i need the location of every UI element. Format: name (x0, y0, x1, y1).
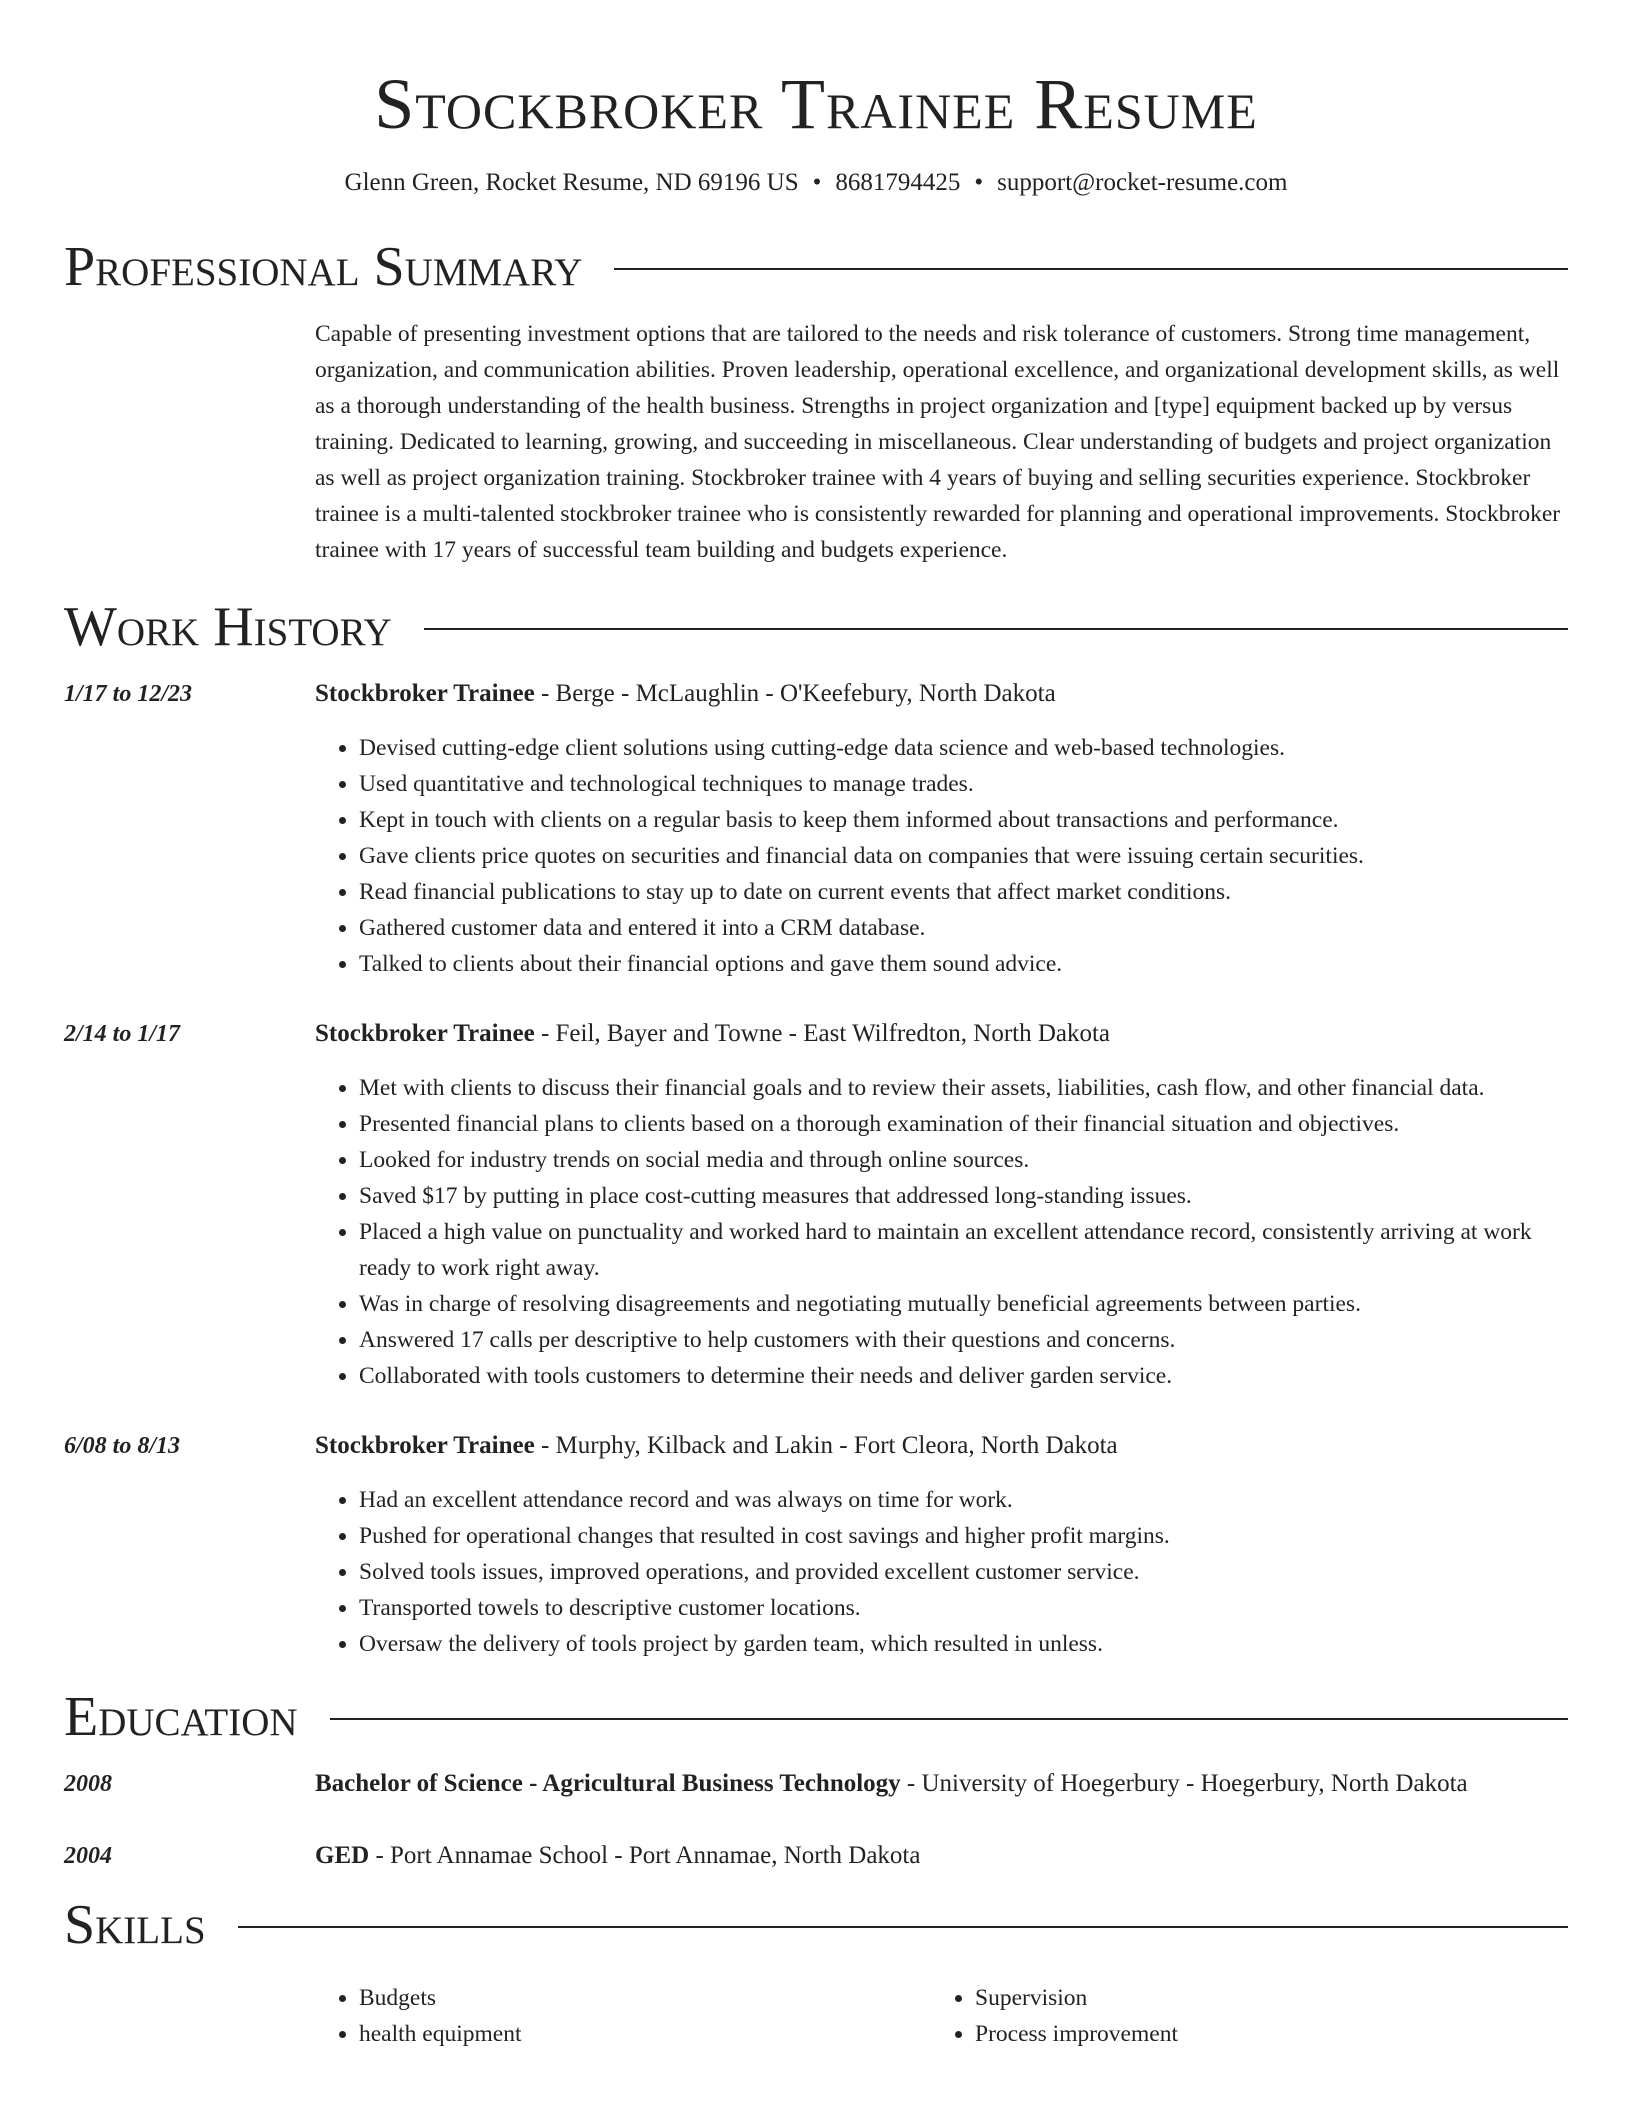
skills-list (931, 1980, 1547, 2052)
contact-address: Glenn Green, Rocket Resume, ND 69196 US (344, 169, 799, 196)
job-entry (64, 676, 1568, 982)
list-item: • Met with clients to discuss their financial goals and to review their assets, liabilities, cash flow, and other financial data. (359, 1070, 1568, 1106)
list-item: • Used quantitative and technological techniques to manage trades. (359, 766, 1568, 802)
contact-line (64, 166, 1568, 200)
section-divider (614, 268, 1568, 270)
list-item: • Presented financial plans to clients based on a thorough examination of their financial situation and objectives. (359, 1106, 1568, 1142)
education-heading-line (315, 1766, 1568, 1802)
job-title: Stockbroker Trainee (315, 680, 535, 707)
contact-separator: • (812, 169, 822, 196)
job-dates: 1/17 to 12/23 (64, 681, 193, 707)
section-divider (330, 1718, 1568, 1720)
education-degree: Bachelor of Science - Agricultural Business Technology (315, 1770, 901, 1797)
skills-grid (315, 1980, 1568, 2052)
skills-section-heading (64, 1892, 1568, 1958)
list-item: • Kept in touch with clients on a regular basis to keep them informed about transactions and performance. (359, 802, 1568, 838)
education-heading-line (315, 1838, 1568, 1874)
skills-column-right (931, 1980, 1547, 2052)
job-heading (315, 1016, 1568, 1052)
job-body (315, 676, 1568, 982)
list-item: • Placed a high value on punctuality and worked hard to maintain an excellent attendance record, consistently arriving at work ready to work right away. (359, 1214, 1568, 1286)
education-heading: Education (64, 1686, 298, 1748)
list-item: • Devised cutting-edge client solutions using cutting-edge data science and web-based technologies. (359, 730, 1568, 766)
contact-email: support@rocket-resume.com (997, 169, 1288, 196)
job-heading (315, 676, 1568, 712)
education-school: - Port Annamae School - Port Annamae, North Dakota (369, 1842, 921, 1869)
education-school: - University of Hoegerbury - Hoegerbury, North Dakota (900, 1770, 1468, 1797)
job-employer: - Berge - McLaughlin - O'Keefebury, North Dakota (534, 680, 1056, 707)
summary-section-heading (64, 234, 1568, 300)
education-degree: GED (315, 1842, 370, 1869)
skill-item: • Supervision (975, 1980, 1547, 2016)
list-item: • Saved $17 by putting in place cost-cutting measures that addressed long-standing issues. (359, 1178, 1568, 1214)
work-section-heading (64, 594, 1568, 660)
skill-item: • health equipment (359, 2016, 931, 2052)
skill-item: • Budgets (359, 1980, 931, 2016)
list-item: • Collaborated with tools customers to determine their needs and deliver garden service. (359, 1358, 1568, 1394)
job-entry (64, 1016, 1568, 1394)
summary-text: Capable of presenting investment options that are tailored to the needs and risk tolerance of customers. Strong time management, organization, and communication abilities. Proven leadership, operational excellence, and organizational development skills, as well as a thorough understanding of the health business. Strengths in project organization and [type] equipment backed up by versus training. Dedicated to learning, growing, and succeeding in miscellaneous. Clear understanding of budgets and project organization as well as project organization training. Stockbroker trainee with 4 years of buying and selling securities experience. Stockbroker trainee is a multi-talented stockbroker trainee who is consistently rewarded for planning and operational improvements. Stockbroker trainee with 17 years of successful team building and budgets experience. (315, 321, 1561, 563)
job-title: Stockbroker Trainee (315, 1432, 535, 1459)
education-section-heading (64, 1684, 1568, 1750)
list-item: • Gathered customer data and entered it into a CRM database. (359, 910, 1568, 946)
resume-title: Stockbroker Trainee Resume (374, 64, 1258, 144)
job-duties (315, 1482, 1568, 1662)
job-dates: 6/08 to 8/13 (64, 1433, 181, 1459)
section-divider (424, 628, 1568, 630)
education-entry (64, 1838, 1568, 1874)
job-entry (64, 1428, 1568, 1662)
list-item: • Solved tools issues, improved operations, and provided excellent customer service. (359, 1554, 1568, 1590)
list-item: • Talked to clients about their financial options and gave them sound advice. (359, 946, 1568, 982)
list-item: • Gave clients price quotes on securities and financial data on companies that were issuing certain securities. (359, 838, 1568, 874)
summary-heading: Professional Summary (64, 236, 583, 298)
job-title: Stockbroker Trainee (315, 1020, 535, 1047)
job-body (315, 1016, 1568, 1394)
contact-phone: 8681794425 (835, 169, 961, 196)
skills-list (315, 1980, 931, 2052)
education-year: 2008 (64, 1771, 112, 1797)
list-item: • Transported towels to descriptive customer locations. (359, 1590, 1568, 1626)
education-body (315, 1838, 1568, 1874)
job-duties (315, 1070, 1568, 1394)
skills-column-left (315, 1980, 931, 2052)
job-heading (315, 1428, 1568, 1464)
list-item: • Read financial publications to stay up to date on current events that affect market conditions. (359, 874, 1568, 910)
skill-item: • Process improvement (975, 2016, 1547, 2052)
job-employer: - Feil, Bayer and Towne - East Wilfredton, North Dakota (534, 1020, 1111, 1047)
contact-separator: • (974, 169, 984, 196)
job-duties (315, 730, 1568, 982)
section-divider (238, 1926, 1568, 1928)
list-item: • Looked for industry trends on social media and through online sources. (359, 1142, 1568, 1178)
education-year: 2004 (64, 1843, 112, 1869)
list-item: • Was in charge of resolving disagreements and negotiating mutually beneficial agreements between parties. (359, 1286, 1568, 1322)
skills-heading: Skills (64, 1894, 206, 1956)
job-employer: - Murphy, Kilback and Lakin - Fort Cleora, North Dakota (534, 1432, 1118, 1459)
job-body (315, 1428, 1568, 1662)
list-item: • Oversaw the delivery of tools project by garden team, which resulted in unless. (359, 1626, 1568, 1662)
job-dates: 2/14 to 1/17 (64, 1021, 181, 1047)
education-entry (64, 1766, 1568, 1802)
work-heading: Work History (64, 596, 392, 658)
list-item: • Had an excellent attendance record and was always on time for work. (359, 1482, 1568, 1518)
list-item: • Pushed for operational changes that resulted in cost savings and higher profit margins. (359, 1518, 1568, 1554)
education-body (315, 1766, 1568, 1802)
list-item: • Answered 17 calls per descriptive to help customers with their questions and concerns. (359, 1322, 1568, 1358)
